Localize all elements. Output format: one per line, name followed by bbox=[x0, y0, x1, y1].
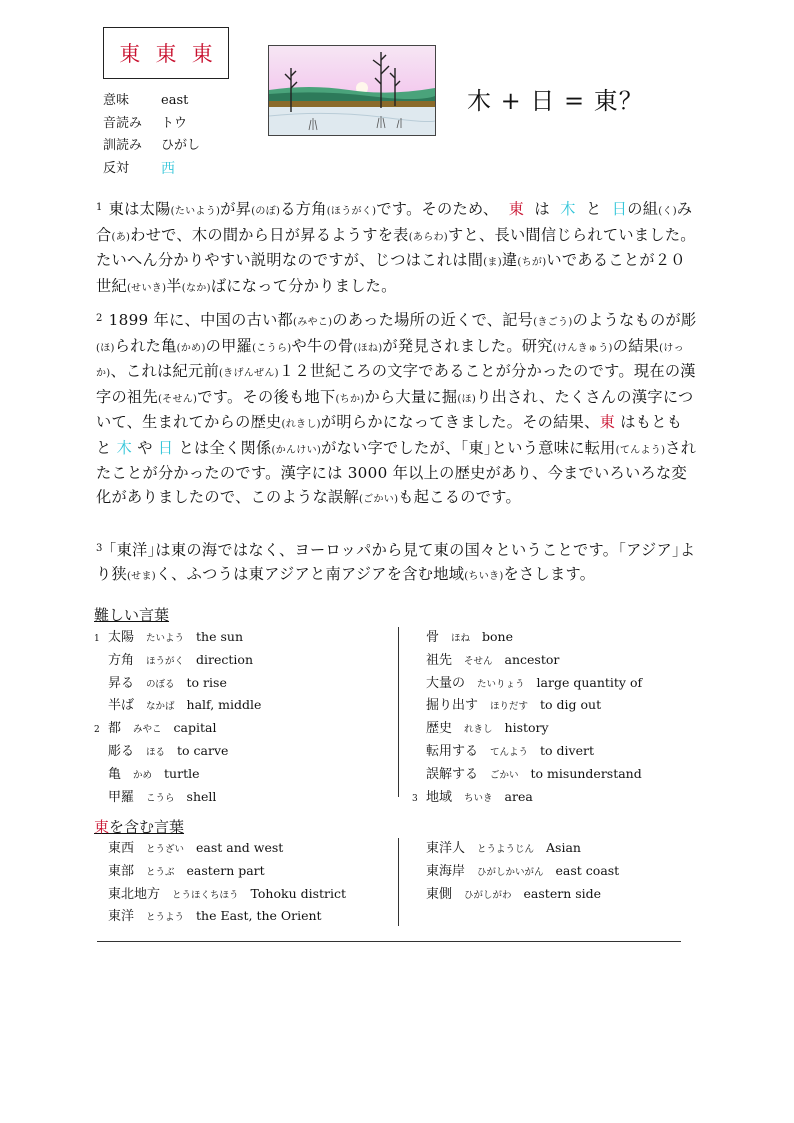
vocab-word: 方角 bbox=[108, 652, 135, 668]
p2-text: です。その後も地下 bbox=[197, 387, 336, 406]
vocab-word: 大量の bbox=[426, 675, 466, 691]
vocab-english: capital bbox=[173, 720, 217, 736]
vocab-row bbox=[94, 695, 261, 718]
vocab-word: 亀 bbox=[108, 766, 122, 782]
furigana: (あらわ) bbox=[408, 231, 448, 243]
vocab-reading: そせん bbox=[464, 655, 493, 667]
p2-text: １２世紀ころの文字であることが分かったのです。現在の漢字の祖先 bbox=[96, 362, 696, 406]
paragraph-number: 2 bbox=[96, 313, 103, 324]
p3-text: く、ふつうは東アジアと南アジアを含む地域 bbox=[156, 564, 465, 583]
vocab-word: 地域 bbox=[426, 789, 453, 805]
compounds-title-rest: を含む言葉 bbox=[109, 818, 185, 836]
paragraph-3 bbox=[96, 537, 700, 588]
vocab-reading: ほりだす bbox=[490, 701, 529, 713]
kanji-higashi: 東 bbox=[599, 413, 616, 431]
vocab-english: Tohoku district bbox=[250, 885, 347, 901]
vocab-word: 東海岸 bbox=[426, 863, 466, 879]
vocab-english: history bbox=[504, 720, 549, 736]
p2-text: が発見されました。研究 bbox=[382, 336, 553, 355]
vocab-title: 難しい言葉 bbox=[94, 606, 170, 624]
paragraph-2 bbox=[96, 307, 700, 511]
vocab-reading: ひがしかいがん bbox=[477, 866, 544, 878]
furigana: (けんきゅう) bbox=[552, 342, 613, 354]
p2-text: がない字でしたが、｢東｣という意味に転用 bbox=[321, 438, 616, 457]
vocab-row bbox=[94, 673, 261, 696]
info-value: トウ bbox=[161, 115, 188, 131]
info-row-meaning bbox=[103, 90, 200, 113]
furigana: (ほ) bbox=[96, 342, 115, 354]
compounds-title-kanji: 東 bbox=[94, 818, 110, 836]
p3-text: をさします。 bbox=[503, 564, 596, 583]
vocab-row bbox=[412, 673, 642, 696]
vocab-row bbox=[412, 787, 642, 810]
vocab-english: to divert bbox=[540, 742, 595, 758]
p2-text: のあった場所の近くで、記号 bbox=[332, 311, 534, 329]
p2-text: 1899 年に、中国の古い都 bbox=[108, 311, 294, 329]
kanji-ki: 木 bbox=[560, 200, 576, 218]
p2-text: が明らかになってきました。その結果、 bbox=[320, 413, 600, 431]
vocab-english: ancestor bbox=[504, 651, 560, 667]
vocab-english: turtle bbox=[164, 765, 200, 781]
vocab-word: 東側 bbox=[426, 886, 453, 902]
vocab-row bbox=[94, 650, 261, 673]
vocab-english: eastern side bbox=[523, 885, 602, 901]
vocab-word: 掘り出す bbox=[426, 698, 479, 714]
p1-text: は bbox=[534, 200, 550, 218]
vocab-word: 東北地方 bbox=[108, 886, 161, 902]
info-row-kun-reading bbox=[103, 135, 200, 158]
vocab-row bbox=[412, 718, 642, 741]
p2-text: 、これは紀元前 bbox=[110, 362, 219, 380]
vocab-word: 甲羅 bbox=[108, 789, 135, 805]
furigana: (せいき) bbox=[126, 282, 167, 294]
vocab-row bbox=[94, 787, 261, 810]
info-key: 訓読み bbox=[103, 138, 143, 153]
column-divider bbox=[398, 838, 399, 926]
furigana: (なか) bbox=[181, 282, 211, 294]
vocab-english: to rise bbox=[186, 674, 227, 690]
furigana: (こうら) bbox=[252, 342, 292, 354]
vocab-word: 東部 bbox=[108, 863, 135, 879]
sunrise-trees-illustration bbox=[268, 45, 436, 136]
info-value: east bbox=[161, 93, 189, 108]
vocab-reading: れきし bbox=[464, 724, 493, 736]
vocab-english: the sun bbox=[196, 629, 243, 644]
p3-text: ｢東洋｣は東の海ではなく、ヨーロッパから見て東の国々ということです。｢アジア｣より狭 bbox=[96, 541, 696, 583]
vocab-english: bone bbox=[482, 629, 514, 644]
p1-text: 半 bbox=[166, 276, 182, 295]
kanji-ki: 木 bbox=[116, 438, 133, 457]
furigana: (ほうがく) bbox=[326, 206, 377, 217]
vocab-row bbox=[94, 627, 261, 650]
vocab-reading: こうら bbox=[146, 792, 175, 804]
vocab-row bbox=[412, 764, 642, 787]
vocab-english: direction bbox=[196, 651, 254, 667]
vocab-row bbox=[412, 884, 619, 907]
p1-text: ばになって分かりました。 bbox=[210, 276, 397, 295]
vocab-reading: ちいき bbox=[464, 792, 493, 804]
vocab-english: shell bbox=[186, 788, 217, 804]
vocab-reading: たいりょう bbox=[477, 678, 525, 690]
vocab-word: 誤解する bbox=[426, 766, 479, 782]
section-number: 2 bbox=[94, 725, 100, 736]
paragraph-number: 1 bbox=[96, 202, 103, 213]
vocab-row bbox=[94, 861, 346, 884]
vocab-reading: とうぶ bbox=[146, 866, 175, 878]
vocab-row bbox=[94, 764, 261, 787]
compounds-left-column bbox=[94, 838, 346, 929]
vocab-english: the East, the Orient bbox=[196, 908, 322, 924]
furigana: (ほ) bbox=[457, 393, 477, 405]
section-number: 1 bbox=[94, 634, 100, 644]
info-value: ひがし bbox=[161, 138, 201, 153]
p1-text: いであることが２０世紀 bbox=[96, 251, 686, 295]
furigana: (たいよう) bbox=[170, 206, 221, 217]
p2-text: られた亀 bbox=[114, 336, 177, 355]
vocab-english: area bbox=[504, 788, 533, 804]
equation-title: 木 + 日 = 東？ bbox=[467, 87, 644, 115]
vocab-left-column bbox=[94, 627, 261, 809]
vocab-reading: ごかい bbox=[490, 769, 519, 781]
section-number: 3 bbox=[412, 793, 418, 804]
vocab-reading: ほね bbox=[451, 633, 471, 644]
furigana: (のぼ) bbox=[251, 206, 281, 217]
furigana: (ごかい) bbox=[358, 493, 399, 505]
vocab-english: large quantity of bbox=[536, 674, 643, 690]
vocab-reading: ほうがく bbox=[146, 655, 185, 667]
vocab-english: eastern part bbox=[186, 862, 265, 878]
vocab-reading: とうよう bbox=[146, 912, 185, 924]
vocab-word: 都 bbox=[108, 721, 122, 737]
vocab-reading: のぼる bbox=[146, 678, 175, 690]
compounds-right-column bbox=[412, 838, 619, 906]
p1-text: わせで、木の間から日が昇るようすを表 bbox=[130, 225, 409, 244]
vocab-row bbox=[412, 695, 642, 718]
vocab-english: half, middle bbox=[186, 697, 262, 713]
vocab-row bbox=[94, 838, 346, 861]
p2-text: されたことが分かったのです。漢字には 3000 年以上の歴史があり、今までいろいろな変化がありましたので、このような誤解 bbox=[96, 438, 697, 506]
kanji-form-3: 東 bbox=[191, 42, 213, 66]
furigana: (かめ) bbox=[176, 342, 206, 354]
vocab-word: 祖先 bbox=[426, 652, 453, 668]
vocab-reading: たいよう bbox=[146, 633, 185, 644]
vocab-english: to misunderstand bbox=[530, 765, 642, 781]
vocab-word: 昇る bbox=[108, 675, 135, 691]
p2-text: や牛の骨 bbox=[291, 336, 354, 355]
vocab-reading: ひがしがわ bbox=[464, 889, 512, 901]
kanji-forms-box bbox=[103, 27, 229, 79]
bottom-rule bbox=[97, 941, 681, 942]
paragraph-1 bbox=[96, 196, 700, 300]
vocab-word: 転用する bbox=[426, 743, 479, 759]
vocab-row bbox=[412, 838, 619, 861]
p2-text: はもともと bbox=[96, 413, 683, 457]
vocab-english: east and west bbox=[196, 840, 284, 855]
vocab-word: 東洋人 bbox=[426, 841, 466, 856]
p1-text: 東は太陽 bbox=[108, 200, 171, 218]
vocab-row bbox=[412, 741, 642, 764]
vocab-row bbox=[412, 650, 642, 673]
vocab-word: 東西 bbox=[108, 841, 135, 856]
furigana: (ちいき) bbox=[464, 570, 504, 582]
vocab-reading: とうほくちほう bbox=[172, 889, 239, 901]
vocab-reading: てんよう bbox=[490, 746, 529, 758]
p1-text: が昇 bbox=[220, 200, 252, 218]
vocab-english: east coast bbox=[555, 862, 620, 878]
furigana: (ちか) bbox=[335, 393, 365, 405]
column-divider bbox=[398, 627, 399, 797]
kanji-hi: 日 bbox=[611, 200, 628, 218]
p1-text: です。そのため、 bbox=[376, 200, 499, 218]
p1-text: る方角 bbox=[280, 200, 327, 218]
p2-text: り出され、たくさんの漢字について、生まれてからの歴史 bbox=[96, 387, 694, 431]
furigana: (あ) bbox=[111, 231, 131, 243]
kanji-higashi: 東 bbox=[508, 200, 525, 218]
vocab-word: 骨 bbox=[426, 630, 440, 645]
p1-text: すと、長い間信じられていました。たいへん分かりやすい説明なのですが、じつはこれは間 bbox=[96, 225, 696, 269]
vocab-row bbox=[94, 741, 261, 764]
vocab-row bbox=[94, 718, 261, 741]
p1-text: 違 bbox=[501, 251, 518, 269]
furigana: (そせん) bbox=[157, 393, 198, 405]
paragraph-number: 3 bbox=[96, 543, 103, 554]
vocab-word: 半ば bbox=[108, 698, 135, 714]
vocab-word: 歴史 bbox=[426, 721, 453, 737]
vocab-right-column bbox=[412, 627, 642, 809]
furigana: (ほね) bbox=[353, 342, 383, 354]
vocab-reading: とうざい bbox=[146, 844, 185, 855]
furigana: (く) bbox=[658, 206, 677, 217]
vocab-row bbox=[412, 861, 619, 884]
vocab-reading: みやこ bbox=[133, 724, 162, 736]
p2-text: の甲羅 bbox=[205, 336, 253, 355]
vocab-english: to dig out bbox=[540, 697, 602, 713]
furigana: (ちが) bbox=[517, 257, 547, 268]
kanji-form-2: 東 bbox=[155, 42, 177, 66]
p2-text: から大量に掘 bbox=[364, 387, 458, 406]
vocab-word: 東洋 bbox=[108, 909, 135, 925]
furigana: (てんよう) bbox=[615, 444, 666, 456]
info-key: 音読み bbox=[103, 115, 143, 131]
info-row-on-reading bbox=[103, 113, 200, 136]
info-key: 意味 bbox=[103, 93, 130, 108]
info-row-opposite bbox=[103, 158, 200, 181]
vocab-reading: ほる bbox=[146, 746, 166, 758]
furigana: (れきし) bbox=[281, 419, 321, 430]
p2-text: とは全く関係 bbox=[178, 438, 272, 457]
furigana: (かんけい) bbox=[271, 444, 322, 456]
furigana: (けっか) bbox=[96, 342, 684, 379]
vocab-row bbox=[412, 627, 642, 650]
p2-text: の結果 bbox=[612, 336, 660, 355]
vocab-reading: なかば bbox=[146, 701, 175, 713]
p1-text: の組 bbox=[627, 200, 659, 218]
p2-text: も起こるのです。 bbox=[398, 487, 521, 506]
furigana: (ま) bbox=[483, 257, 502, 268]
info-key: 反対 bbox=[103, 160, 130, 176]
p2-text: のようなものが彫 bbox=[572, 311, 697, 329]
p2-text: や bbox=[137, 438, 153, 457]
furigana: (きごう) bbox=[533, 317, 573, 328]
vocab-row bbox=[94, 906, 346, 929]
vocab-english: to carve bbox=[177, 742, 229, 758]
vocab-reading: かめ bbox=[133, 769, 153, 781]
compounds-title bbox=[94, 816, 184, 837]
p1-text: と bbox=[585, 200, 602, 218]
furigana: (せま) bbox=[126, 570, 156, 582]
furigana: (きげんぜん) bbox=[218, 368, 279, 379]
vocab-reading: とうようじん bbox=[477, 844, 535, 855]
kanji-form-1: 東 bbox=[119, 42, 141, 66]
vocab-row bbox=[94, 884, 346, 907]
furigana: (みやこ) bbox=[293, 317, 333, 328]
kanji-info bbox=[103, 90, 200, 180]
p1-text: み合 bbox=[96, 200, 693, 244]
vocab-word: 太陽 bbox=[108, 630, 135, 645]
vocab-english: Asian bbox=[546, 840, 581, 855]
info-value: 西 bbox=[161, 160, 175, 177]
vocab-word: 彫る bbox=[108, 743, 135, 759]
kanji-hi: 日 bbox=[157, 438, 174, 457]
